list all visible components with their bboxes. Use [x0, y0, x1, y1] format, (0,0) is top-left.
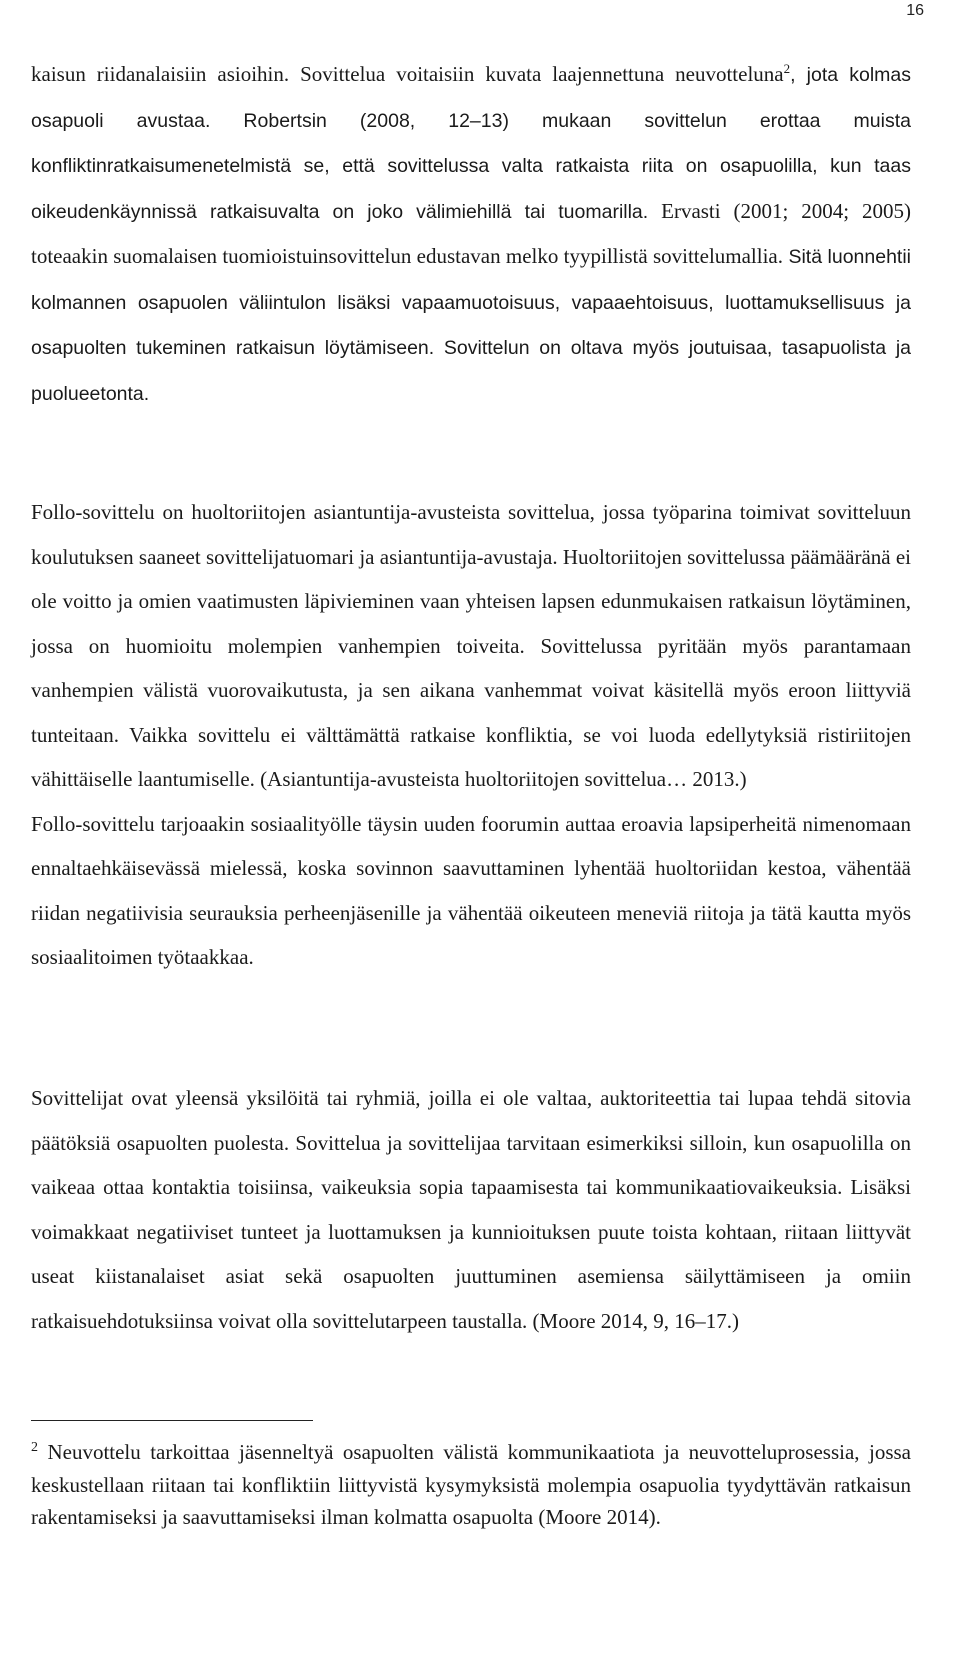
paragraph-1-part-a: kaisun riidanalaisiin asioihin. Sovittelua voitaisiin kuvata laajennettuna neuvotteluna [31, 62, 784, 86]
footnote-reference: 2 [783, 61, 791, 76]
footnote [31, 1436, 911, 1534]
paragraph-2-text-continued: Follo-sovittelu tarjoaakin sosiaalityölle täysin uuden foorumin auttaa eroavia lapsiperheitä nimenomaan ennaltaehkäisevässä mielessä, koska sovinnon saavuttaminen lyhentää huoltoriidan kestoa, vähentää riidan negatiivisia seurauksia perheenjäsenille ja vähentää oikeuteen meneviä riitoja ja tätä kautta myös sosiaalitoimen työtaakkaa. [31, 811, 911, 969]
paragraph-3: Sovittelijat ovat yleensä yksilöitä tai ryhmiä, joilla ei ole valtaa, auktoriteettia tai lupaa tehdä sitovia päätöksiä osapuolten puolesta. Sovittelua ja sovittelijaa tarvitaan esimerkiksi silloin, kun osapuolilla on vaikeaa ottaa kontaktia toisiinsa, vaikeuksia sopia tapaamisesta tai kommunikaatiovaikeuksia. Lisäksi voimakkaat negatiiviset tunteet ja luottamuksen ja kunnioituksen puute toista kohtaan, riitaan liittyvät useat kiistanalaiset asiat sekä osapuolten juuttuminen asemiensa säilyttämiseen ja omiin ratkaisuehdotuksiinsa voivat olla sovittelutarpeen taustalla. (Moore 2014, 9, 16–17.) [31, 1086, 911, 1333]
footnote-text: Neuvottelu tarkoittaa jäsenneltyä osapuolten välistä kommunikaatiota ja neuvotteluprosessia, jossa keskustellaan riitaan tai konfliktiin liittyvistä kysymyksistä molempia osapuolia tyydyttävän ratkaisun rakentamiseksi ja saavuttamiseksi ilman kolmatta osapuolta (Moore 2014). [31, 1440, 911, 1529]
page-number: 16 [906, 2, 924, 19]
paragraph-1-part-d: Sitä luonnehtii kolmannen osapuolen väliintulon lisäksi vapaamuotoisuus, vapaaehtoisuus, luottamuksellisuus ja osapuolten tukeminen ratkaisun löytämiseen. Sovittelun on oltava myös joutuisaa, tasapuolista ja puolueetonta. [31, 246, 912, 405]
paragraph-2 [31, 490, 911, 980]
paragraph-1-part-b: , jota kolmas osapuoli avustaa. Robertsin (2008, 12–13) mukaan sovittelun erottaa muista konfliktinratkaisumenetelmistä se, että sovittelussa valta ratkaista riita on osapuolilla, kun taas oikeudenkäynnissä ratkaisuvalta on joko välimiehillä tai tuomarilla. [31, 64, 911, 223]
paragraph-1-part-c: Ervasti (2001; 2004; 2005) toteaakin suomalaisen tuomioistuinsovittelun edustavan melko tyypillistä sovittelumallia. [31, 198, 911, 268]
paragraph-2-text: Follo-sovittelu on huoltoriitojen asiantuntija-avusteista sovittelua, jossa työparina toimivat sovitteluun koulutuksen saaneet sovittelijatuomari ja asiantuntija-avustaja. Huoltoriitojen sovittelussa päämääränä ei ole voitto ja omien vaatimusten läpivieminen vaan yhteisen lapsen edunmukaisen ratkaisun löytäminen, jossa on huomioitu molempien vanhempien toiveita. Sovittelussa pyritään myös parantamaan vanhempien välistä vuorovaikutusta, ja sen aikana vanhemmat voivat käsitellä myös eroon liittyviä tunteitaan. Vaikka sovittelu ei välttämättä ratkaise konfliktia, se voi luoda edellytyksiä ristiriitojen vähittäiselle laantumiselle. (Asiantuntija-avusteista huoltoriitojen sovittelua… 2013.) [31, 500, 911, 791]
paragraph-1 [31, 52, 911, 416]
footnote-number: 2 [31, 1440, 38, 1455]
footnote-divider [31, 1420, 313, 1421]
